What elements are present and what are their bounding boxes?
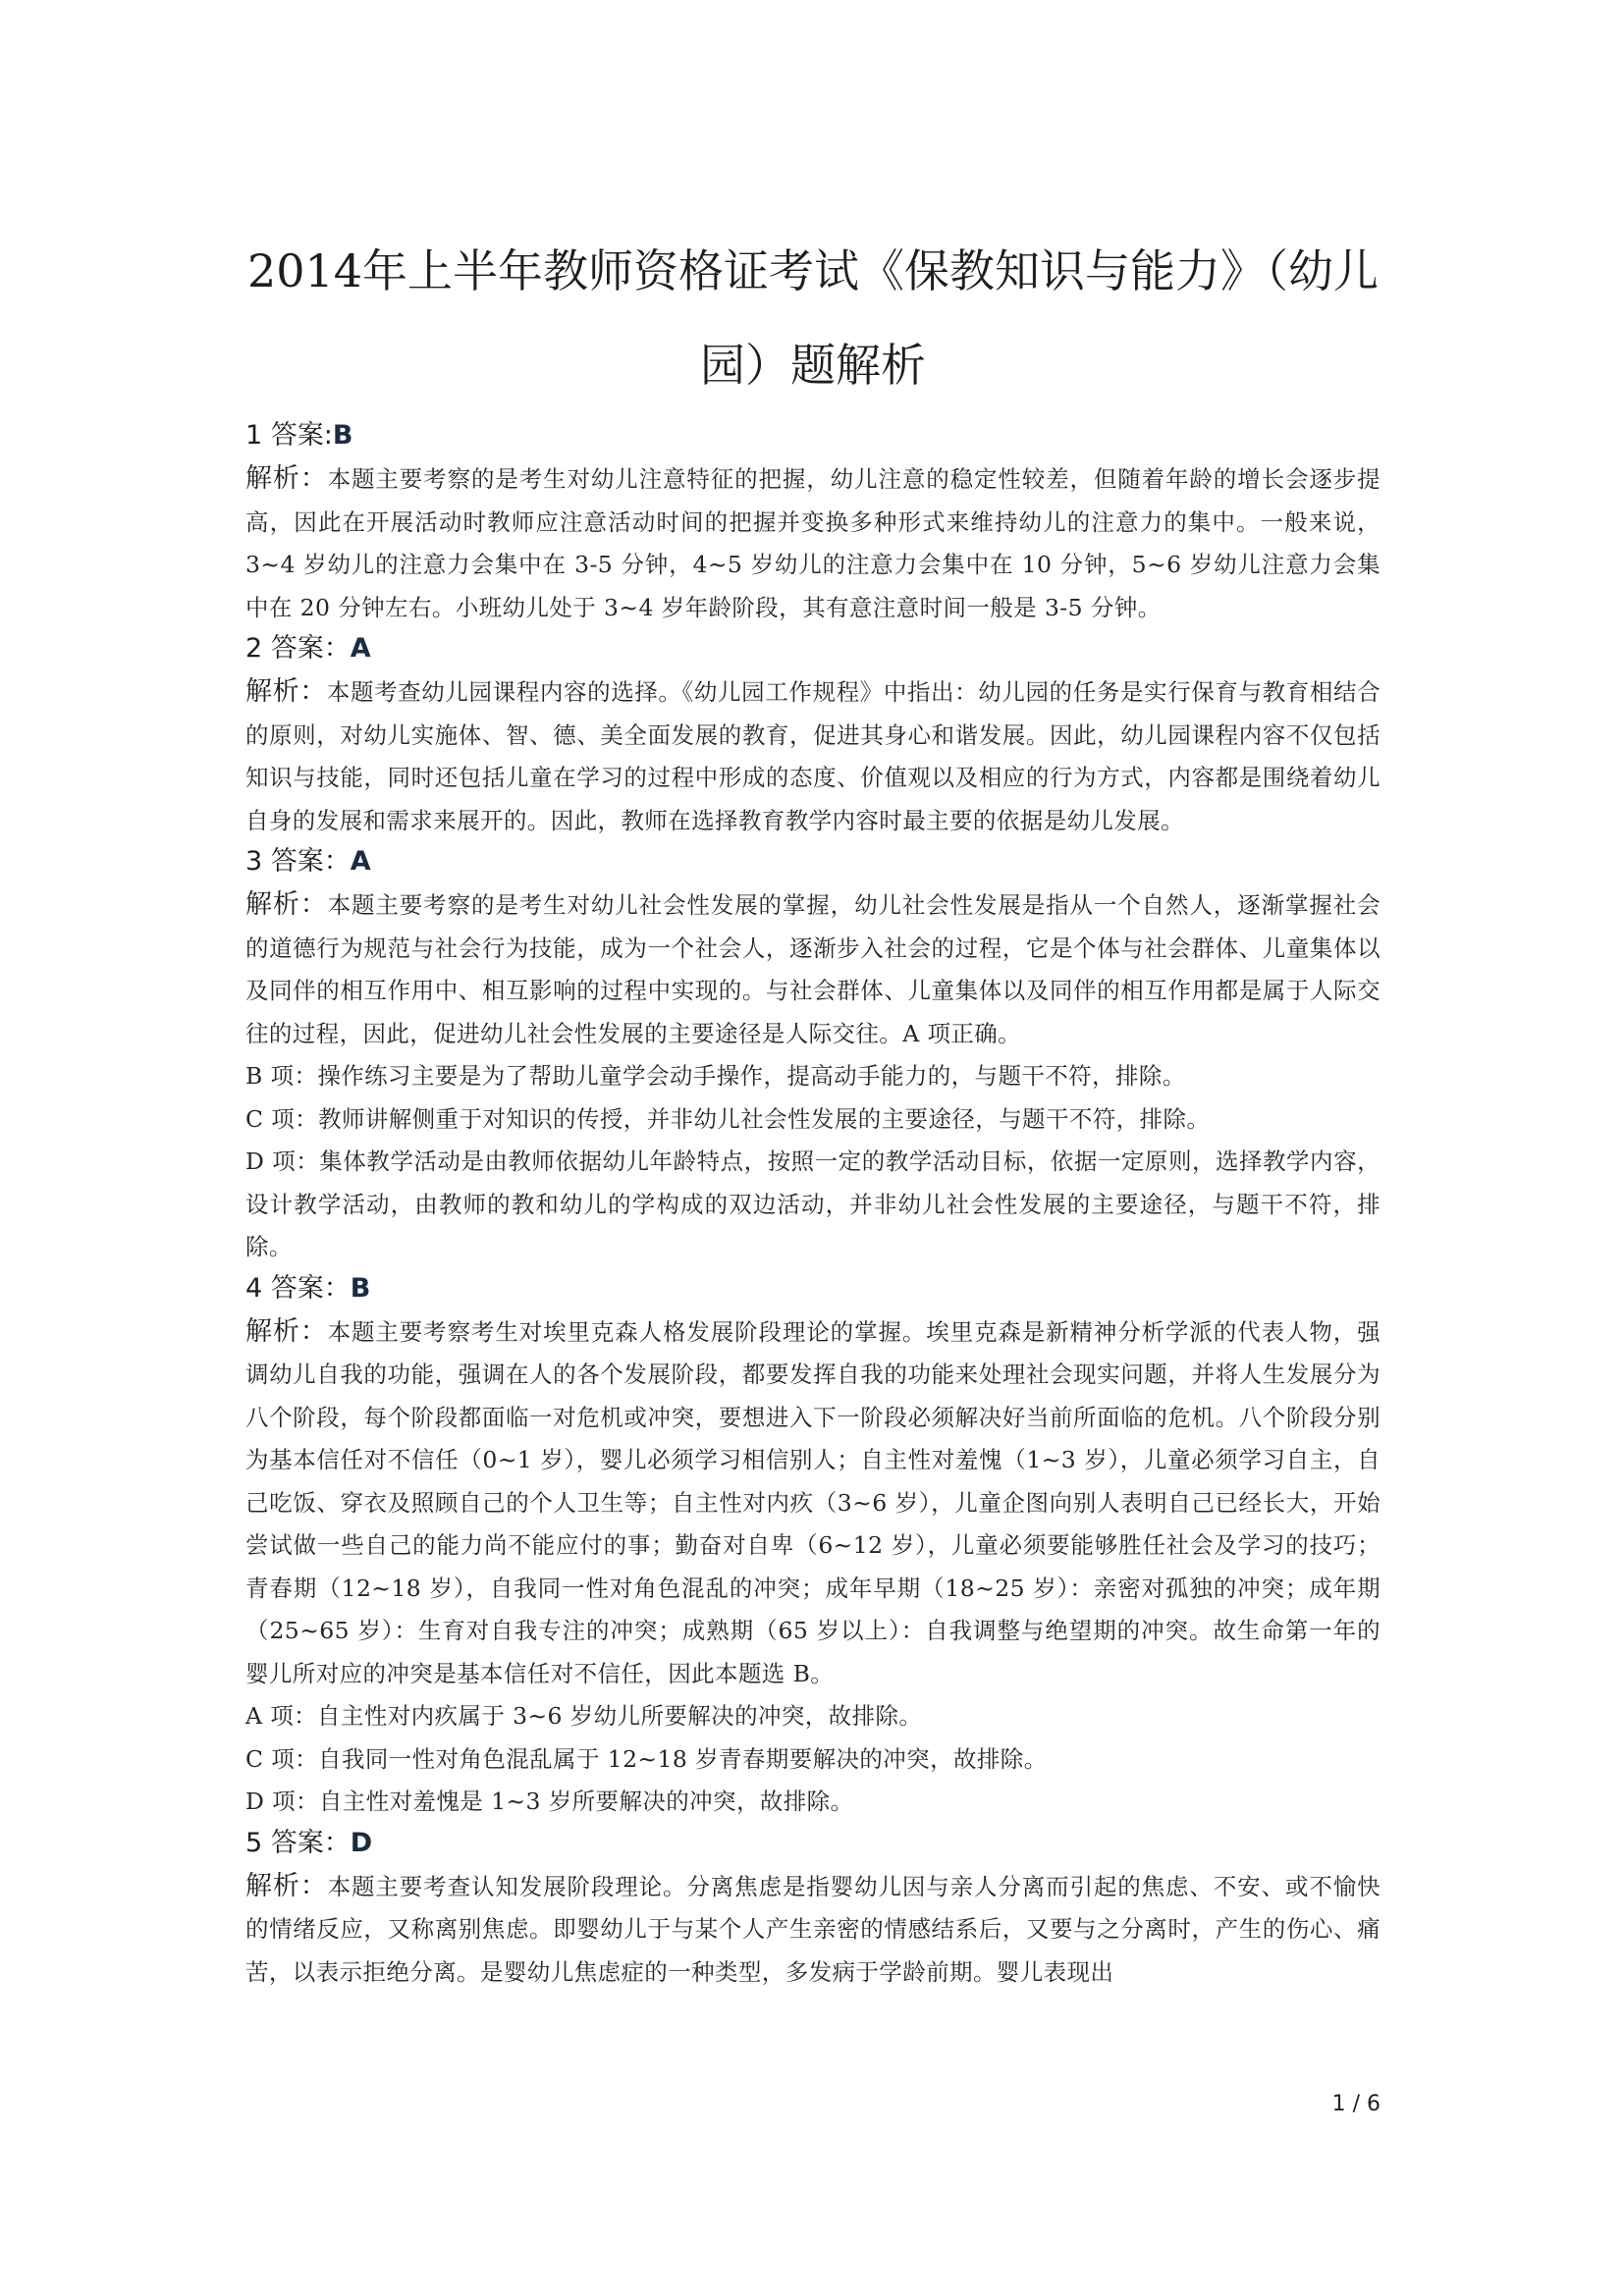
answer-line	[245, 1269, 1380, 1308]
analysis-text: 本题考查幼儿园课程内容的选择。《幼儿园工作规程》中指出：幼儿园的任务是实行保育与教育相结合的原则，对幼儿实施体、智、德、美全面发展的教育，促进其身心和谐发展。因此，幼儿园课程内容不仅包括知识与技能，同时还包括儿童在学习的过程中形成的态度、价值观以及相应的行为方式，内容都是围绕着幼儿自身的发展和需求来展开的。因此，教师在选择教育教学内容时最主要的依据是幼儿发展。	[245, 678, 1380, 834]
answer-value: D	[350, 1827, 373, 1858]
question-2	[245, 629, 1380, 842]
option-explanation: A 项：自主性对内疚属于 3~6 岁幼儿所要解决的冲突，故排除。	[245, 1702, 923, 1730]
question-3	[245, 842, 1380, 1269]
analysis-paragraph	[245, 1865, 1380, 1995]
question-4	[245, 1269, 1380, 1824]
answer-line	[245, 416, 1380, 455]
analysis-paragraph	[245, 670, 1380, 842]
answer-label: 3 答案：	[245, 846, 351, 877]
analysis-paragraph	[245, 883, 1380, 1055]
option-explanation: C 项：自我同一性对角色混乱属于 12~18 岁青春期要解决的冲突，故排除。	[245, 1744, 1048, 1773]
answer-label: 2 答案：	[245, 633, 351, 664]
answer-value: A	[350, 846, 371, 877]
option-explanation: C 项：教师讲解侧重于对知识的传授，并非幼儿社会性发展的主要途径，与题干不符，排除。	[245, 1104, 1211, 1133]
question-5	[245, 1824, 1380, 1995]
page-number: 1 / 6	[1331, 2092, 1380, 2116]
answer-line	[245, 629, 1380, 668]
analysis-label: 解析：	[245, 1870, 328, 1901]
analysis-label: 解析：	[245, 1315, 328, 1347]
answer-line	[245, 842, 1380, 881]
answer-value: A	[350, 633, 371, 664]
answer-label: 4 答案：	[245, 1272, 351, 1304]
option-explanation: B 项：操作练习主要是为了帮助儿童学会动手操作，提高动手能力的，与题干不符，排除。	[245, 1062, 1186, 1090]
analysis-label: 解析：	[245, 463, 328, 494]
analysis-label: 解析：	[245, 889, 328, 920]
analysis-paragraph	[245, 1310, 1380, 1696]
document-title: 2014年上半年教师资格证考试《保教知识与能力》（幼儿园）题解析	[246, 244, 1380, 392]
analysis-text: 本题主要考查认知发展阶段理论。分离焦虑是指婴幼儿因与亲人分离而引起的焦虑、不安、或不愉快的情绪反应，又称离别焦虑。即婴幼儿于与某个人产生亲密的情感结系后，又要与之分离时，产生的伤心、痛苦，以表示拒绝分离。是婴幼儿焦虑症的一种类型，多发病于学龄前期。婴儿表现出	[245, 1872, 1380, 1986]
analysis-paragraph	[245, 457, 1380, 629]
answer-value: B	[350, 1272, 371, 1304]
answer-label: 1 答案:	[245, 420, 333, 451]
answer-value: B	[332, 420, 353, 451]
option-explanation: D 项：集体教学活动是由教师依据幼儿年龄特点，按照一定的教学活动目标，依据一定原则，选择教学内容，设计教学活动，由教师的教和幼儿的学构成的双边活动，并非幼儿社会性发展的主要途径，与题干不符，排除。	[245, 1148, 1380, 1260]
analysis-text: 本题主要考察的是考生对幼儿社会性发展的掌握，幼儿社会性发展是指从一个自然人，逐渐掌握社会的道德行为规范与社会行为技能，成为一个社会人，逐渐步入社会的过程，它是个体与社会群体、儿童集体以及同伴的相互作用中、相互影响的过程中实现的。与社会群体、儿童集体以及同伴的相互作用都是属于人际交往的过程，因此，促进幼儿社会性发展的主要途径是人际交往。A 项正确。	[245, 891, 1380, 1047]
answer-label: 5 答案：	[245, 1827, 351, 1858]
analysis-label: 解析：	[245, 676, 327, 707]
option-explanation: D 项：自主性对羞愧是 1~3 岁所要解决的冲突，故排除。	[245, 1788, 854, 1815]
document-page	[245, 224, 1380, 1994]
answer-line	[245, 1824, 1380, 1863]
question-1	[245, 416, 1380, 629]
analysis-text: 本题主要考察考生对埃里克森人格发展阶段理论的掌握。埃里克森是新精神分析学派的代表人物，强调幼儿自我的功能，强调在人的各个发展阶段，都要发挥自我的功能来处理社会现实问题，并将人生发展分为八个阶段，每个阶段都面临一对危机或冲突，要想进入下一阶段必须解决好当前所面临的危机。八个阶段分别为基本信任对不信任（0~1 岁），婴儿必须学习相信别人；自主性对羞愧（1~3 岁），儿童必须学习自主，自己吃饭、穿衣及照顾自己的个人卫生等；自主性对内疚（3~6 岁），儿童企图向别人表明自己已经长大，开始尝试做一些自己的能力尚不能应付的事；勤奋对自卑（6~12 岁），儿童必须要能够胜任社会及学习的技巧；青春期（12~18 岁），自我同一性对角色混乱的冲突；成年早期（18~25 岁）：亲密对孤独的冲突；成年期（25~65 岁）：生育对自我专注的冲突；成熟期（65 岁以上）：自我调整与绝望期的冲突。故生命第一年的婴儿所对应的冲突是基本信任对不信任，因此本题选 B。	[245, 1317, 1380, 1687]
analysis-text: 本题主要考察的是考生对幼儿注意特征的把握，幼儿注意的稳定性较差，但随着年龄的增长会逐步提高，因此在开展活动时教师应注意活动时间的把握并变换多种形式来维持幼儿的注意力的集中。一般来说，3~4 岁幼儿的注意力会集中在 3-5 分钟，4~5 岁幼儿的注意力会集中在 10 分钟，5~6 岁幼儿注意力会集中在 20 分钟左右。小班幼儿处于 3~4 岁年龄阶段，其有意注意时间一般是 3-5 分钟。	[245, 465, 1380, 621]
